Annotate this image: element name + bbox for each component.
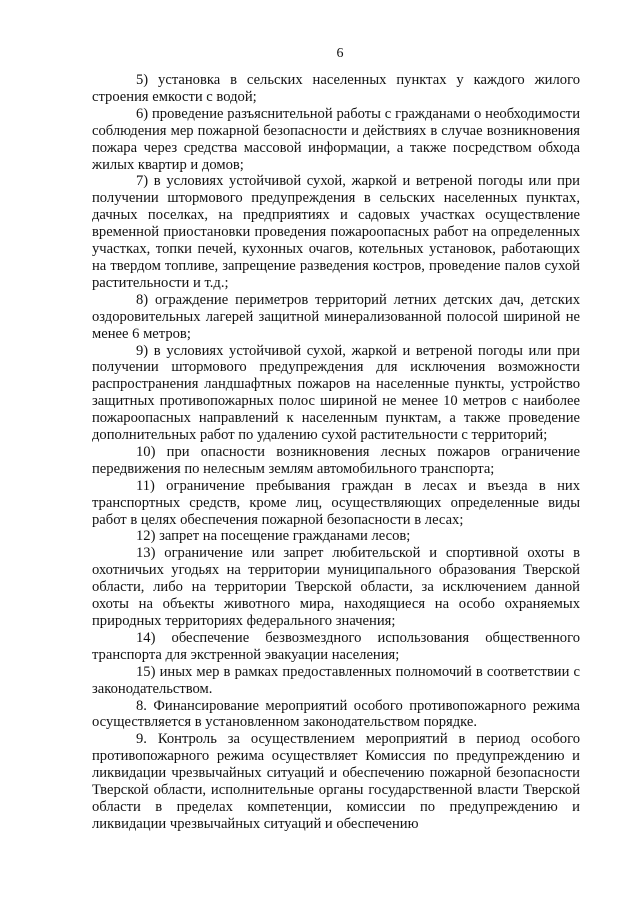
- section-8-financing: 8. Финансирование мероприятий особого противопожарного режима осуществляется в установленном законодательством порядке.: [92, 697, 580, 731]
- paragraph-item-5: 5) установка в сельских населенных пунктах у каждого жилого строения емкости с водой;: [92, 72, 580, 105]
- paragraph-item-8: 8) ограждение периметров территорий летних детских дач, детских оздоровительных лагерей защитной минерализованной полосой шириной не менее 6 метров;: [92, 291, 580, 342]
- paragraph-item-14: 14) обеспечение безвозмездного использования общественного транспорта для экстренной эвакуации населения;: [92, 629, 580, 663]
- paragraph-item-13: 13) ограничение или запрет любительской и спортивной охоты в охотничьих угодьях на территории муниципального образования Тверской области, либо на территории Тверской области, за исключением данной охоты на объекты животного мира, находящиеся на особо охраняемых природных территориях федерального значения;: [92, 545, 580, 629]
- paragraph-item-12: 12) запрет на посещение гражданами лесов;: [136, 528, 411, 545]
- paragraph-item-10: 10) при опасности возникновения лесных пожаров ограничение передвижения по нелесным землям автомобильного транспорта;: [92, 443, 580, 477]
- paragraph-item-11: 11) ограничение пребывания граждан в лесах и въезда в них транспортных средств, кроме лиц, осуществляющих определенные виды работ в целях обеспечения пожарной безопасности в лесах;: [92, 477, 580, 528]
- page-number: 6: [336, 46, 344, 61]
- paragraph-item-15: 15) иных мер в рамках предоставленных полномочий в соответствии с законодательством.: [92, 663, 580, 697]
- paragraph-item-9: 9) в условиях устойчивой сухой, жаркой и ветреной погоды или при получении штормового предупреждения для исключения возможности распространения ландшафтных пожаров на населенные пункты, устройство защитных противопожарных полос шириной не менее 10 метров с наиболее пожароопасных направлений к населенным пунктам, а также проведение дополнительных работ по удалению сухой растительности с территорий;: [92, 342, 580, 444]
- paragraph-item-6: 6) проведение разъяснительной работы с гражданами о необходимости соблюдения мер пожарной безопасности и действиях в случае возникновения пожара через средства массовой информации, а также посредством обхода жилых квартир и домов;: [92, 105, 580, 173]
- paragraph-item-7: 7) в условиях устойчивой сухой, жаркой и ветреной погоды или при получении штормового предупреждения в сельских населенных пунктах, дачных поселках, на предприятиях и садовых участках осуществление временной приостановки проведения пожароопасных работ на определенных участках, топки печей, кухонных очагов, котельных установок, работающих на твердом топливе, запрещение разведения костров, проведение палов сухой растительности и т.д.;: [92, 173, 580, 291]
- section-9-control: 9. Контроль за осуществлением мероприятий в период особого противопожарного режима осуществляет Комиссия по предупреждению и ликвидации чрезвычайных ситуаций и обеспечению пожарной безопасности Тверской области, исполнительные органы государственной власти Тверской области в пределах компетенции, комиссии по предупреждению и ликвидации чрезвычайных ситуаций и обеспечению: [92, 731, 580, 832]
